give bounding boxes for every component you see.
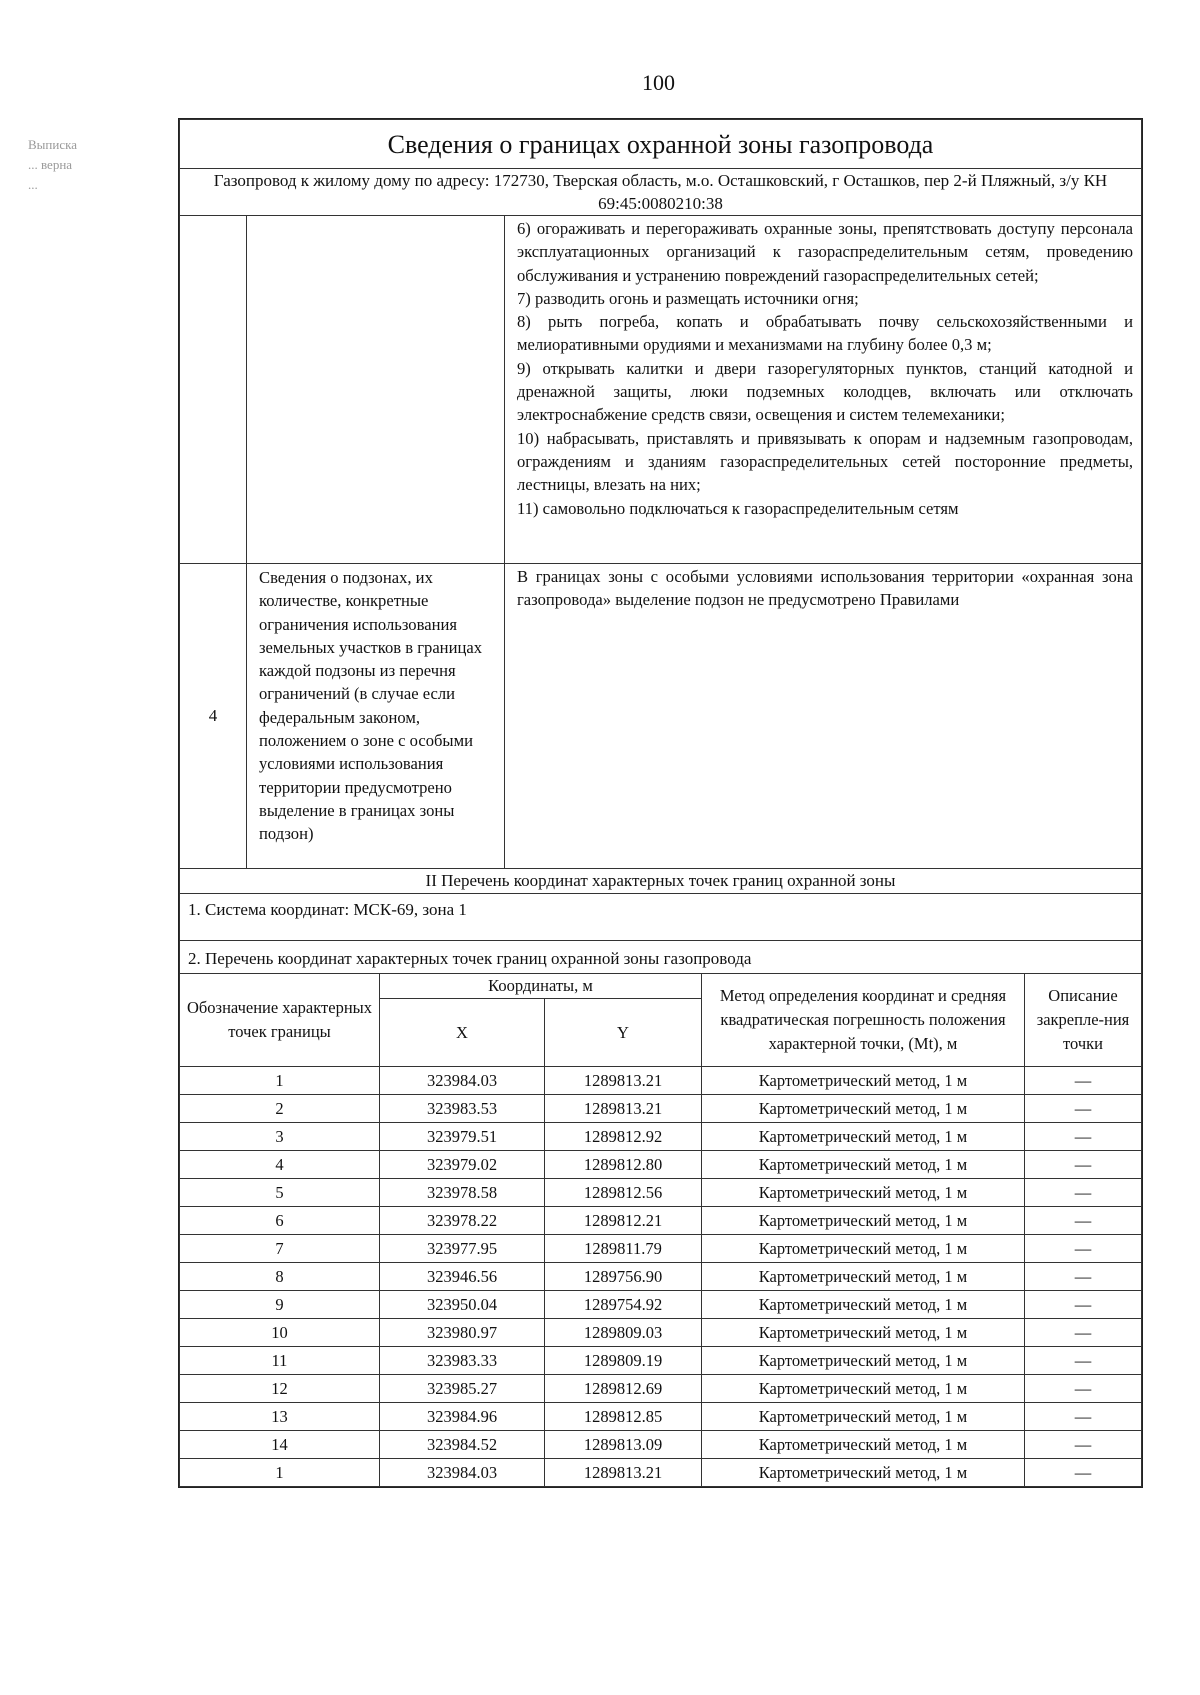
cell-method: Картометрический метод, 1 м: [702, 1375, 1025, 1403]
points-list-title: 2. Перечень координат характерных точек границ охранной зоны газопровода: [180, 941, 1142, 974]
header-x: X: [380, 999, 545, 1067]
cell-x: 323979.02: [380, 1151, 545, 1179]
cell-description: —: [1025, 1179, 1142, 1207]
table-row: [180, 1151, 1142, 1179]
cell-method: Картометрический метод, 1 м: [702, 1319, 1025, 1347]
cell-y: 1289812.21: [545, 1207, 702, 1235]
cell-x: 323983.33: [380, 1347, 545, 1375]
cell-point: 14: [180, 1431, 380, 1459]
row-number-cell: [180, 216, 247, 564]
row-number: 4: [180, 564, 247, 869]
cell-y: 1289809.03: [545, 1319, 702, 1347]
zone-info-document: [178, 118, 1143, 1488]
cell-y: 1289812.56: [545, 1179, 702, 1207]
cell-y: 1289812.92: [545, 1123, 702, 1151]
object-address: Газопровод к жилому дому по адресу: 172730, Тверская область, м.о. Осташковский, г Осташков, пер 2-й Пляжный, з/у КН 69:45:0080210:38: [180, 169, 1142, 216]
document-title: Сведения о границах охранной зоны газопровода: [180, 120, 1142, 169]
cell-method: Картометрический метод, 1 м: [702, 1095, 1025, 1123]
table-row: [180, 1179, 1142, 1207]
cell-x: 323983.53: [380, 1095, 545, 1123]
page-number: 100: [642, 70, 675, 95]
section-2-title: II Перечень координат характерных точек границ охранной зоны: [180, 869, 1142, 894]
cell-x: 323977.95: [380, 1235, 545, 1263]
cell-method: Картометрический метод, 1 м: [702, 1403, 1025, 1431]
cell-point: 6: [180, 1207, 380, 1235]
cell-y: 1289813.21: [545, 1095, 702, 1123]
cell-x: 323980.97: [380, 1319, 545, 1347]
table-row: [180, 1403, 1142, 1431]
cell-y: 1289812.80: [545, 1151, 702, 1179]
cell-description: —: [1025, 1235, 1142, 1263]
restriction-item: 8) рыть погреба, копать и обрабатывать почву сельскохозяйственными и мелиоративными орудиями и механизмами на глубину более 0,3 м;: [517, 312, 1133, 355]
cell-method: Картометрический метод, 1 м: [702, 1347, 1025, 1375]
cell-y: 1289813.09: [545, 1431, 702, 1459]
cell-x: 323984.03: [380, 1067, 545, 1095]
cell-description: —: [1025, 1151, 1142, 1179]
cell-y: 1289812.85: [545, 1403, 702, 1431]
restriction-item: 11) самовольно подключаться к газораспределительным сетям: [517, 498, 959, 518]
table-row: [180, 1375, 1142, 1403]
cell-point: 1: [180, 1067, 380, 1095]
cell-x: 323950.04: [380, 1291, 545, 1319]
cell-method: Картометрический метод, 1 м: [702, 1459, 1025, 1487]
table-row: [180, 1067, 1142, 1095]
margin-stamp: [28, 135, 77, 195]
cell-description: —: [1025, 1095, 1142, 1123]
cell-y: 1289811.79: [545, 1235, 702, 1263]
cell-x: 323984.03: [380, 1459, 545, 1487]
cell-method: Картометрический метод, 1 м: [702, 1067, 1025, 1095]
cell-description: —: [1025, 1319, 1142, 1347]
cell-x: 323984.96: [380, 1403, 545, 1431]
table-row: [180, 1319, 1142, 1347]
cell-point: 1: [180, 1459, 380, 1487]
cell-description: —: [1025, 1431, 1142, 1459]
stamp-line: ... верна: [28, 157, 73, 172]
cell-y: 1289809.19: [545, 1347, 702, 1375]
cell-description: —: [1025, 1459, 1142, 1487]
table-row: [180, 1095, 1142, 1123]
table-row: [180, 1235, 1142, 1263]
cell-description: —: [1025, 1403, 1142, 1431]
coordinate-system: 1. Система координат: МСК-69, зона 1: [180, 894, 1142, 941]
cell-point: 10: [180, 1319, 380, 1347]
cell-y: 1289813.21: [545, 1459, 702, 1487]
header-description: Описание закрепле-ния точки: [1025, 974, 1142, 1067]
cell-x: 323978.58: [380, 1179, 545, 1207]
cell-point: 3: [180, 1123, 380, 1151]
coordinates-table: [179, 973, 1142, 1487]
subzone-label: Сведения о подзонах, их количестве, конкретные ограничения использования земельных участков в границах каждой подзоны из перечня ограничений (в случае если федеральным законом, положением о зоне с особыми условиями использования территории предусмотрено выделение в границах зоны подзон): [247, 564, 505, 869]
cell-description: —: [1025, 1291, 1142, 1319]
cell-x: 323978.22: [380, 1207, 545, 1235]
cell-x: 323946.56: [380, 1263, 545, 1291]
cell-point: 7: [180, 1235, 380, 1263]
table-row: [180, 1459, 1142, 1487]
cell-description: —: [1025, 1263, 1142, 1291]
header-point: Обозначение характерных точек границы: [180, 974, 380, 1067]
stamp-line: ...: [28, 177, 38, 192]
cell-method: Картометрический метод, 1 м: [702, 1235, 1025, 1263]
header-method: Метод определения координат и средняя квадратическая погрешность положения характерной точки, (Mt), м: [702, 974, 1025, 1067]
cell-y: 1289813.21: [545, 1067, 702, 1095]
header-coordinates: Координаты, м: [380, 974, 702, 999]
cell-method: Картометрический метод, 1 м: [702, 1207, 1025, 1235]
cell-y: 1289756.90: [545, 1263, 702, 1291]
restriction-item: 7) разводить огонь и размещать источники огня;: [517, 288, 859, 308]
cell-point: 13: [180, 1403, 380, 1431]
cell-y: 1289754.92: [545, 1291, 702, 1319]
table-row: [180, 1207, 1142, 1235]
cell-method: Картометрический метод, 1 м: [702, 1123, 1025, 1151]
table-row: [180, 1263, 1142, 1291]
cell-y: 1289812.69: [545, 1375, 702, 1403]
row-label-cell: [247, 216, 505, 564]
cell-description: —: [1025, 1123, 1142, 1151]
restriction-item: 10) набрасывать, приставлять и привязывать к опорам и надземным газопроводам, ограждениям и зданиям газораспределительных сетей посторонние предметы, лестницы, влезать на них;: [517, 428, 1133, 495]
cell-point: 8: [180, 1263, 380, 1291]
cell-method: Картометрический метод, 1 м: [702, 1151, 1025, 1179]
restriction-item: 9) открывать калитки и двери газорегуляторных пунктов, станций катодной и дренажной защиты, люки подземных колодцев, включать или отключать электроснабжение средств связи, освещения и систем телемеханики;: [517, 358, 1133, 425]
cell-method: Картометрический метод, 1 м: [702, 1263, 1025, 1291]
table-row: [180, 1431, 1142, 1459]
restrictions-list: [505, 216, 1142, 564]
table-row: [180, 1291, 1142, 1319]
cell-point: 11: [180, 1347, 380, 1375]
subzone-value: В границах зоны с особыми условиями использования территории «охранная зона газопровода» выделение подзон не предусмотрено Правилами: [505, 564, 1142, 869]
cell-description: —: [1025, 1067, 1142, 1095]
cell-description: —: [1025, 1347, 1142, 1375]
header-y: Y: [545, 999, 702, 1067]
cell-x: 323979.51: [380, 1123, 545, 1151]
cell-description: —: [1025, 1207, 1142, 1235]
table-row: [180, 1347, 1142, 1375]
restriction-item: 6) огораживать и перегораживать охранные зоны, препятствовать доступу персонала эксплуатационных организаций к газораспределительным сетям, проведению обслуживания и устранению повреждений газораспределительных сетей;: [517, 219, 1133, 285]
cell-method: Картометрический метод, 1 м: [702, 1179, 1025, 1207]
cell-method: Картометрический метод, 1 м: [702, 1291, 1025, 1319]
cell-point: 9: [180, 1291, 380, 1319]
cell-description: —: [1025, 1375, 1142, 1403]
table-row: [180, 1123, 1142, 1151]
cell-point: 4: [180, 1151, 380, 1179]
cell-point: 5: [180, 1179, 380, 1207]
cell-method: Картометрический метод, 1 м: [702, 1431, 1025, 1459]
cell-point: 12: [180, 1375, 380, 1403]
zone-info-table: [179, 119, 1142, 974]
stamp-line: Выписка: [28, 137, 77, 152]
cell-point: 2: [180, 1095, 380, 1123]
cell-x: 323984.52: [380, 1431, 545, 1459]
cell-x: 323985.27: [380, 1375, 545, 1403]
